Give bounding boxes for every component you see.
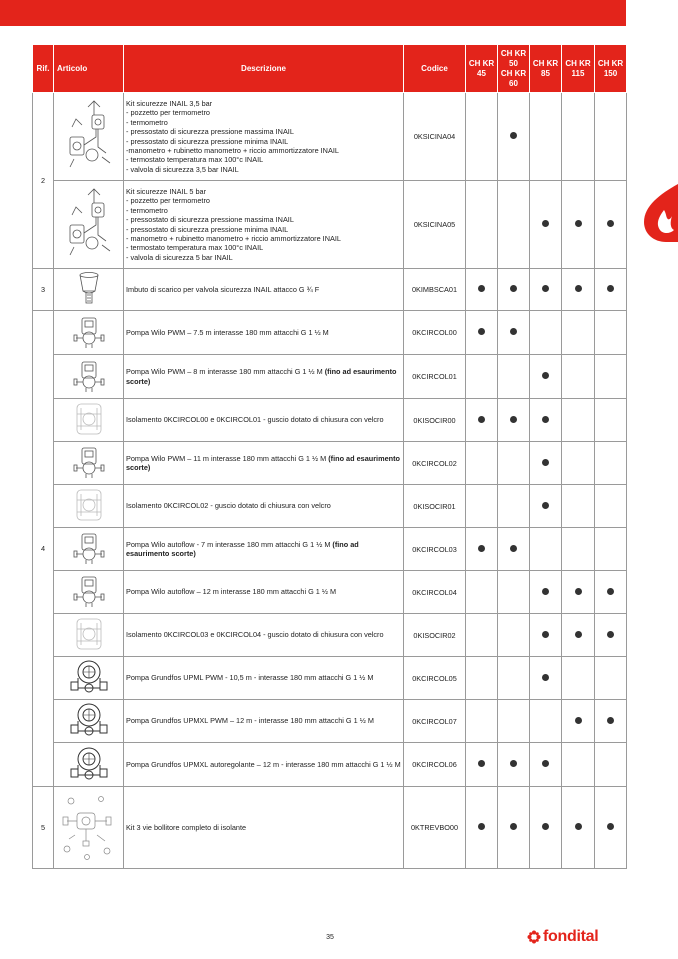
article-image-cell	[54, 355, 124, 399]
compatibility-cell	[595, 614, 627, 657]
compatibility-cell	[595, 399, 627, 442]
compatibility-cell	[595, 311, 627, 355]
compatibility-cell	[530, 485, 562, 528]
description-cell	[124, 700, 404, 743]
article-image-cell	[54, 442, 124, 485]
table-row	[33, 614, 627, 657]
description-cell	[124, 571, 404, 614]
description-line: - pozzetto per termometro	[126, 196, 210, 206]
code-cell: 0KIMBSCA01	[404, 269, 466, 311]
header-model: CH KR 50 CH KR 60	[498, 45, 530, 93]
header-codice: Codice	[404, 45, 466, 93]
table-row	[33, 700, 627, 743]
rif-cell: 3	[33, 269, 54, 311]
pump-icon	[72, 473, 106, 482]
compatibility-cell	[498, 399, 530, 442]
description-cell	[124, 787, 404, 869]
compatibility-cell	[562, 485, 595, 528]
compatibility-cell	[498, 442, 530, 485]
description-text: Pompa Wilo autoflow – 12 m interasse 180 mm attacchi G 1 ½ M	[126, 587, 337, 597]
table-row	[33, 485, 627, 528]
compatibility-dot	[542, 823, 549, 830]
compatibility-cell	[466, 700, 498, 743]
fondital-flower-icon	[527, 930, 541, 944]
compatibility-cell	[466, 614, 498, 657]
compatibility-dot	[510, 823, 517, 830]
table-row	[33, 311, 627, 355]
code-cell: 0KISOCIR02	[404, 614, 466, 657]
compatibility-cell	[498, 571, 530, 614]
code-cell: 0KCIRCOL04	[404, 571, 466, 614]
compatibility-cell	[595, 528, 627, 571]
pump-icon	[72, 387, 106, 396]
rif-cell: 2	[33, 93, 54, 269]
code-cell: 0KISOCIR00	[404, 399, 466, 442]
compatibility-dot	[510, 132, 517, 139]
description-text: Pompa Grundfos UPMXL PWM – 12 m - interasse 180 mm attacchi G 1 ½ M	[126, 716, 374, 726]
article-image-cell	[54, 787, 124, 869]
compatibility-dot	[542, 416, 549, 423]
description-text: Isolamento 0KCIRCOL02 - guscio dotato di chiusura con velcro	[126, 501, 331, 511]
description-line: Kit sicurezze INAIL 5 bar	[126, 186, 207, 196]
article-image-cell	[54, 93, 124, 181]
compatibility-cell	[498, 269, 530, 311]
code-cell: 0KCIRCOL00	[404, 311, 466, 355]
safety-kit-icon	[62, 256, 116, 265]
compatibility-cell	[562, 442, 595, 485]
compatibility-dot	[542, 372, 549, 379]
description-cell	[124, 614, 404, 657]
compatibility-cell	[562, 657, 595, 700]
description-text: Pompa Wilo PWM – 11 m interasse 180 mm attacchi G 1 ½ M	[126, 453, 329, 463]
description-text: Pompa Wilo PWM – 7.5 m interasse 180 mm attacchi G 1 ½ M	[126, 327, 329, 337]
compatibility-dot	[542, 459, 549, 466]
article-image-cell	[54, 657, 124, 700]
description-line: - valvola di sicurezza 5 bar INAIL	[126, 252, 233, 262]
description-cell	[124, 442, 404, 485]
compatibility-cell	[595, 657, 627, 700]
compatibility-cell	[562, 700, 595, 743]
description-cell	[124, 93, 404, 181]
compatibility-dot	[510, 760, 517, 767]
compatibility-dot	[510, 328, 517, 335]
compatibility-cell	[530, 528, 562, 571]
code-cell: 0KCIRCOL06	[404, 743, 466, 787]
table-row	[33, 787, 627, 869]
compatibility-cell	[530, 311, 562, 355]
compatibility-cell	[498, 743, 530, 787]
description-cell	[124, 181, 404, 269]
compatibility-cell	[562, 269, 595, 311]
description-line: - valvola di sicurezza 3,5 bar INAIL	[126, 164, 239, 174]
compatibility-dot	[542, 220, 549, 227]
description-line: Kit sicurezze INAIL 3,5 bar	[126, 98, 213, 108]
compatibility-dot	[607, 285, 614, 292]
compatibility-cell	[562, 743, 595, 787]
compatibility-cell	[530, 700, 562, 743]
compatibility-cell	[595, 442, 627, 485]
compatibility-dot	[542, 631, 549, 638]
article-image-cell	[54, 269, 124, 311]
description-line: - pressostato di sicurezza pressione massima INAIL	[126, 127, 294, 137]
description-line: - termostato temperatura max 100°c INAIL	[126, 243, 264, 253]
table-row	[33, 269, 627, 311]
compatibility-dot	[478, 328, 485, 335]
compatibility-cell	[562, 399, 595, 442]
table-row	[33, 442, 627, 485]
compatibility-cell	[562, 355, 595, 399]
compatibility-dot	[575, 631, 582, 638]
compatibility-dot	[478, 823, 485, 830]
table-row	[33, 399, 627, 442]
header-model: CH KR 150	[595, 45, 627, 93]
header-model: CH KR 45	[466, 45, 498, 93]
page-number: 35	[326, 934, 334, 941]
compatibility-dot	[478, 416, 485, 423]
article-image-cell	[54, 743, 124, 787]
code-cell: 0KSICINA05	[404, 181, 466, 269]
table-row	[33, 93, 627, 181]
pump-icon	[72, 343, 106, 352]
compatibility-dot	[510, 545, 517, 552]
compatibility-cell	[530, 93, 562, 181]
grundfos-pump-icon	[69, 689, 109, 698]
compatibility-dot	[542, 760, 549, 767]
compatibility-cell	[530, 269, 562, 311]
description-line: - pressostato di sicurezza pressione minima INAIL	[126, 136, 289, 146]
compatibility-dot	[542, 674, 549, 681]
rif-cell: 4	[33, 311, 54, 787]
three-way-valve-kit-icon	[57, 856, 121, 865]
compatibility-cell	[466, 269, 498, 311]
pump-icon	[72, 559, 106, 568]
compatibility-cell	[498, 355, 530, 399]
header-descrizione: Descrizione	[124, 45, 404, 93]
compatibility-cell	[498, 787, 530, 869]
compatibility-dot	[607, 220, 614, 227]
compatibility-cell	[498, 700, 530, 743]
compatibility-cell	[595, 181, 627, 269]
grundfos-pump-icon	[69, 776, 109, 785]
table-row	[33, 657, 627, 700]
compatibility-cell	[562, 571, 595, 614]
compatibility-cell	[466, 311, 498, 355]
article-image-cell	[54, 485, 124, 528]
description-cell	[124, 355, 404, 399]
compatibility-cell	[530, 657, 562, 700]
compatibility-cell	[466, 485, 498, 528]
compatibility-cell	[498, 657, 530, 700]
compatibility-cell	[530, 442, 562, 485]
pump-icon	[72, 602, 106, 611]
funnel-icon	[77, 300, 101, 309]
header-model: CH KR 85	[530, 45, 562, 93]
top-red-bar	[0, 0, 626, 26]
code-cell: 0KSICINA04	[404, 93, 466, 181]
article-image-cell	[54, 614, 124, 657]
description-note: (fino ad esaurimento scorte)	[126, 367, 397, 386]
compatibility-cell	[530, 181, 562, 269]
description-line: - termometro	[126, 117, 168, 127]
header-rif: Rif.	[33, 45, 54, 93]
fondital-logo	[527, 925, 627, 949]
description-text: Isolamento 0KCIRCOL00 e 0KCIRCOL01 - guscio dotato di chiusura con velcro	[126, 415, 384, 425]
compatibility-cell	[595, 355, 627, 399]
compatibility-dot	[478, 285, 485, 292]
compatibility-cell	[498, 614, 530, 657]
description-cell	[124, 399, 404, 442]
compatibility-cell	[595, 485, 627, 528]
description-line: - termometro	[126, 205, 168, 215]
table-row	[33, 743, 627, 787]
compatibility-cell	[530, 787, 562, 869]
compatibility-cell	[466, 181, 498, 269]
compatibility-cell	[595, 571, 627, 614]
header-model: CH KR 115	[562, 45, 595, 93]
compatibility-cell	[595, 269, 627, 311]
compatibility-cell	[498, 93, 530, 181]
description-cell	[124, 485, 404, 528]
flame-icon	[640, 180, 678, 244]
compatibility-cell	[562, 311, 595, 355]
compatibility-cell	[466, 787, 498, 869]
compatibility-cell	[562, 93, 595, 181]
description-text: Pompa Grundfos UPMXL autoregolante – 12 m - interasse 180 mm attacchi G 1 ½ M	[126, 759, 401, 769]
compatibility-cell	[466, 528, 498, 571]
description-text: Kit 3 vie bollitore completo di isolante	[126, 822, 247, 832]
description-note: (fino ad esaurimento scorte)	[126, 539, 359, 558]
compatibility-cell	[466, 571, 498, 614]
table-header-row	[33, 45, 627, 93]
description-cell	[124, 657, 404, 700]
brand-name: fondital	[543, 928, 599, 945]
compatibility-cell	[595, 743, 627, 787]
compatibility-cell	[595, 787, 627, 869]
code-cell: 0KTREVBO00	[404, 787, 466, 869]
compatibility-cell	[530, 743, 562, 787]
compatibility-dot	[510, 416, 517, 423]
compatibility-cell	[595, 93, 627, 181]
compatibility-dot	[575, 285, 582, 292]
insulation-icon	[72, 431, 106, 440]
grundfos-pump-icon	[69, 732, 109, 741]
compatibility-cell	[498, 181, 530, 269]
code-cell: 0KCIRCOL02	[404, 442, 466, 485]
description-text: Pompa Grundfos UPML PWM - 10,5 m - interasse 180 mm attacchi G 1 ½ M	[126, 673, 374, 683]
compatibility-dot	[510, 285, 517, 292]
description-cell	[124, 528, 404, 571]
article-image-cell	[54, 399, 124, 442]
description-text: Isolamento 0KCIRCOL03 e 0KCIRCOL04 - guscio dotato di chiusura con velcro	[126, 630, 384, 640]
description-line: - termostato temperatura max 100°c INAIL	[126, 155, 264, 165]
code-cell: 0KISOCIR01	[404, 485, 466, 528]
compatibility-cell	[530, 571, 562, 614]
description-cell	[124, 311, 404, 355]
description-text: Imbuto di scarico per valvola sicurezza INAIL attacco G ¾ F	[126, 284, 320, 294]
compatibility-dot	[607, 823, 614, 830]
compatibility-dot	[575, 823, 582, 830]
compatibility-dot	[478, 760, 485, 767]
description-note: (fino ad esaurimento scorte)	[126, 453, 400, 472]
compatibility-cell	[498, 485, 530, 528]
code-cell: 0KCIRCOL05	[404, 657, 466, 700]
description-line: - pressostato di sicurezza pressione massima INAIL	[126, 215, 294, 225]
description-line: - manometro + rubinetto manometro + riccio ammortizzatore INAIL	[126, 233, 341, 243]
article-image-cell	[54, 181, 124, 269]
table-row	[33, 355, 627, 399]
insulation-icon	[72, 517, 106, 526]
description-line: - pozzetto per termometro	[126, 108, 210, 118]
compatibility-dot	[542, 588, 549, 595]
accessories-table	[32, 44, 627, 869]
compatibility-cell	[466, 657, 498, 700]
description-cell	[124, 269, 404, 311]
compatibility-dot	[542, 502, 549, 509]
description-line: - pressostato di sicurezza pressione minima INAIL	[126, 224, 289, 234]
safety-kit-icon	[62, 168, 116, 177]
table-row	[33, 181, 627, 269]
compatibility-dot	[575, 588, 582, 595]
code-cell: 0KCIRCOL01	[404, 355, 466, 399]
compatibility-cell	[466, 399, 498, 442]
description-line: -manometro + rubinetto manometro + riccio ammortizzatore INAIL	[126, 145, 339, 155]
insulation-icon	[72, 646, 106, 655]
article-image-cell	[54, 571, 124, 614]
compatibility-cell	[562, 787, 595, 869]
compatibility-dot	[575, 717, 582, 724]
compatibility-cell	[466, 93, 498, 181]
compatibility-dot	[575, 220, 582, 227]
compatibility-cell	[466, 355, 498, 399]
description-text: Pompa Wilo PWM – 8 m interasse 180 mm attacchi G 1 ½ M	[126, 367, 325, 377]
code-cell: 0KCIRCOL03	[404, 528, 466, 571]
compatibility-cell	[498, 528, 530, 571]
compatibility-cell	[466, 743, 498, 787]
header-articolo: Articolo	[54, 45, 124, 93]
description-cell	[124, 743, 404, 787]
compatibility-cell	[466, 442, 498, 485]
rif-cell: 5	[33, 787, 54, 869]
compatibility-cell	[562, 528, 595, 571]
compatibility-cell	[562, 181, 595, 269]
code-cell: 0KCIRCOL07	[404, 700, 466, 743]
compatibility-cell	[562, 614, 595, 657]
description-text: Pompa Wilo autoflow - 7 m interasse 180 mm attacchi G 1 ½ M	[126, 539, 333, 549]
compatibility-dot	[607, 717, 614, 724]
article-image-cell	[54, 700, 124, 743]
compatibility-cell	[530, 614, 562, 657]
compatibility-dot	[542, 285, 549, 292]
compatibility-cell	[530, 399, 562, 442]
table-row	[33, 528, 627, 571]
compatibility-dot	[478, 545, 485, 552]
compatibility-cell	[498, 311, 530, 355]
article-image-cell	[54, 528, 124, 571]
compatibility-dot	[607, 588, 614, 595]
table-row	[33, 571, 627, 614]
compatibility-cell	[595, 700, 627, 743]
compatibility-cell	[530, 355, 562, 399]
compatibility-dot	[607, 631, 614, 638]
article-image-cell	[54, 311, 124, 355]
